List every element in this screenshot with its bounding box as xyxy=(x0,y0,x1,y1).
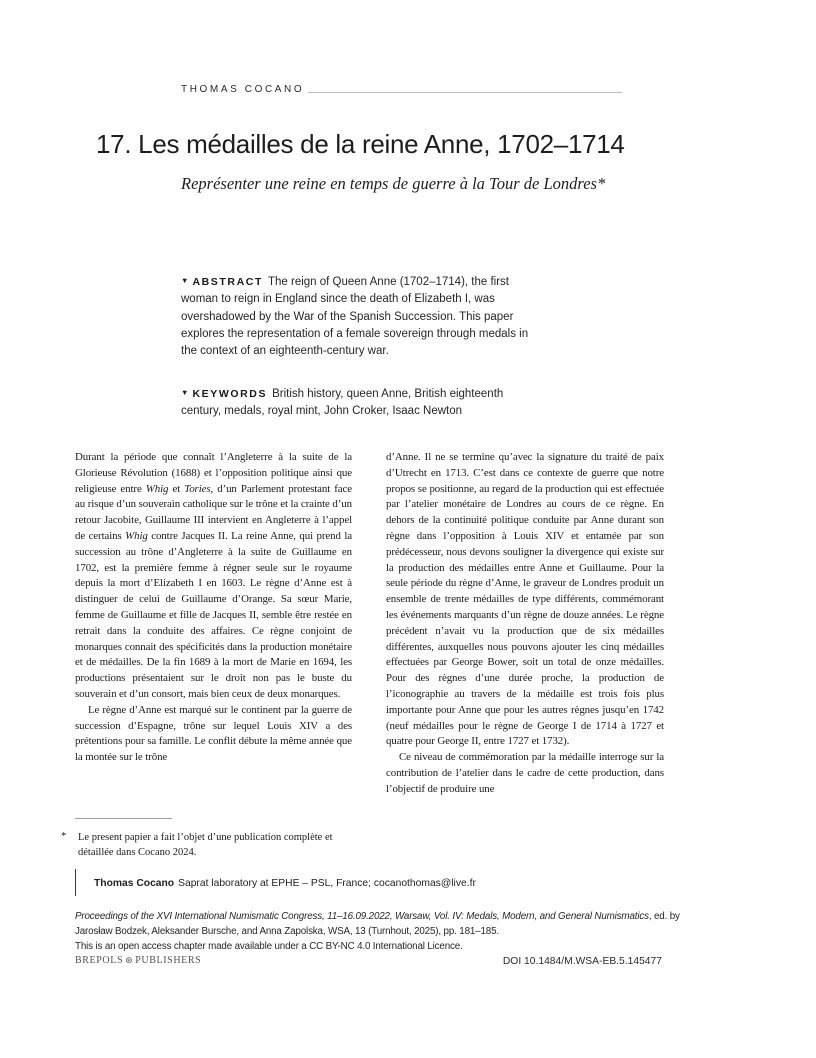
affiliation-author: Thomas Cocano xyxy=(94,878,175,889)
abstract-label: ABSTRACT xyxy=(192,276,263,288)
keywords-label: KEYWORDS xyxy=(192,388,268,400)
publisher-name-left: BREPOLS xyxy=(75,955,124,966)
chapter-subtitle: Représenter une reine en temps de guerre à la Tour de Londres* xyxy=(181,174,606,193)
running-author: THOMAS COCANO xyxy=(181,84,305,95)
page-title: 17. Les médailles de la reine Anne, 1702–1714 xyxy=(96,129,625,160)
abstract-block xyxy=(181,272,545,360)
body-paragraph: d’Anne. Il ne se termine qu’avec la signature du traité de paix d’Utrecht en 1713. C’est dans ce contexte de guerre que notre propos se positionne, au regard de la production qui est effectuée par l’atelier monétaire de Londres au cours de ce règne. En dehors de la continuité politique conduite par Anne durant son règne dans l’opposition à Louis XIV et entamée par son prédécesseur, nous devons souligner la divergence qui existe sur la production des médailles entre Anne et Guillaume. Pour la seule période du règne d’Anne, le graveur de Londres produit un ensemble de trente médailles de type différents, commémorant les événements marquants d’un règne de douze années. Le règne précédent n’avait vu la production que de six médailles différentes, auxquelles nous pouvons ajouter les cinq médailles effectuées par George Bower, soit un total de onze médailles. Pour des règnes d’une durée proche, la production de l’iconographie au travers de la médaille est trois fois plus importante pour Anne que pour les autres règnes jusqu’en 1742 (neuf médailles pour le règne de George I de 1714 à 1727 et quatre pour George II, entre 1727 et 1732). xyxy=(386,451,664,748)
header-rule xyxy=(308,92,622,93)
imprint-citation xyxy=(75,911,680,922)
footnote-rule xyxy=(75,818,172,819)
abstract-text: The reign of Queen Anne (1702–1714), the first woman to reign in England since the death of Elizabeth I, was overshadowed by the War of the Spanish Succession. This paper explores the representation of a female sovereign through medals in the context of an eighteenth-century war. xyxy=(181,276,529,358)
doi: DOI 10.1484/M.WSA-EB.5.145477 xyxy=(502,956,662,967)
publisher-name-right: PUBLISHERS xyxy=(135,955,202,966)
imprint-citation-suffix: , ed. by xyxy=(648,911,680,922)
imprint-citation-title: Proceedings of the XVI International Numismatic Congress, 11–16.09.2022, Warsaw, Vol. IV: Medals, Modern, and General Numismatics xyxy=(75,911,649,922)
body-column-right xyxy=(386,450,664,852)
affiliation-details: Saprat laboratory at EPHE – PSL, France; cocanothomas@live.fr xyxy=(178,878,476,889)
body-paragraph: Durant la période que connaît l’Angleterre à la suite de la Glorieuse Révolution (1688) et l’opposition politique ainsi que religieuse entre Whig et Tories, d’un Parlement protestant face au risque d’un souverain catholique sur le trône et la crainte d’un retour Jacobite, Guillaume III intervient en Angleterre à l’appel de certains Whig contre Jacques II. La reine Anne, qui prend la succession au trône d’Angleterre à la suite de Guillaume en 1702, est la première femme à régner seule sur le royaume depuis la mort d’Elizabeth I en 1603. Le règne d’Anne est à distinguer de celui de Guillaume d’Orange. Sa sœur Marie, femme de Guillaume et fille de Jacques II, semble être restée en retrait dans la conduite des affaires. Ce règne conjoint de monarques connait des spécificités dans la production monétaire et de médailles. De la fin 1689 à la mort de Marie en 1694, les productions présentaient sur le droit non pas le buste du souverain et d’un consort, mais bien ceux de deux monarques. xyxy=(75,451,352,700)
publisher-mark-icon: ⊛ xyxy=(125,955,134,965)
footnote-symbol: * xyxy=(61,831,67,842)
imprint-editors: Jarosław Bodzek, Aleksander Bursche, and Anna Zapolska, WSA, 13 (Turnhout, 2025), pp. 181–185. xyxy=(75,926,499,937)
imprint-licence: This is an open access chapter made available under a CC BY-NC 4.0 International Licence. xyxy=(75,941,463,952)
triangle-marker-icon: ▼ xyxy=(181,388,189,397)
affiliation-rule xyxy=(75,869,76,896)
affiliation xyxy=(94,878,654,889)
footnote-text: Le present papier a fait l’objet d’une publication complète et détaillée dans Cocano 2024. xyxy=(78,832,333,858)
keywords-block xyxy=(181,384,545,421)
body-paragraph: Le règne d’Anne est marqué sur le continent par la guerre de succession d’Espagne, trône sur lequel Louis XIV a des prétentions pour sa famille. Le conflit débute la même année que la montée sur le trône xyxy=(75,703,352,764)
keywords-text: British history, queen Anne, British eighteenth century, medals, royal mint, John Croker, Isaac Newton xyxy=(181,388,504,418)
body-paragraph: Ce niveau de commémoration par la médaille interroge sur la contribution de l’atelier dans le cadre de cette production, dans l’objectif de produire une xyxy=(386,751,664,795)
triangle-marker-icon: ▼ xyxy=(181,276,189,285)
body-column-left xyxy=(75,450,352,818)
